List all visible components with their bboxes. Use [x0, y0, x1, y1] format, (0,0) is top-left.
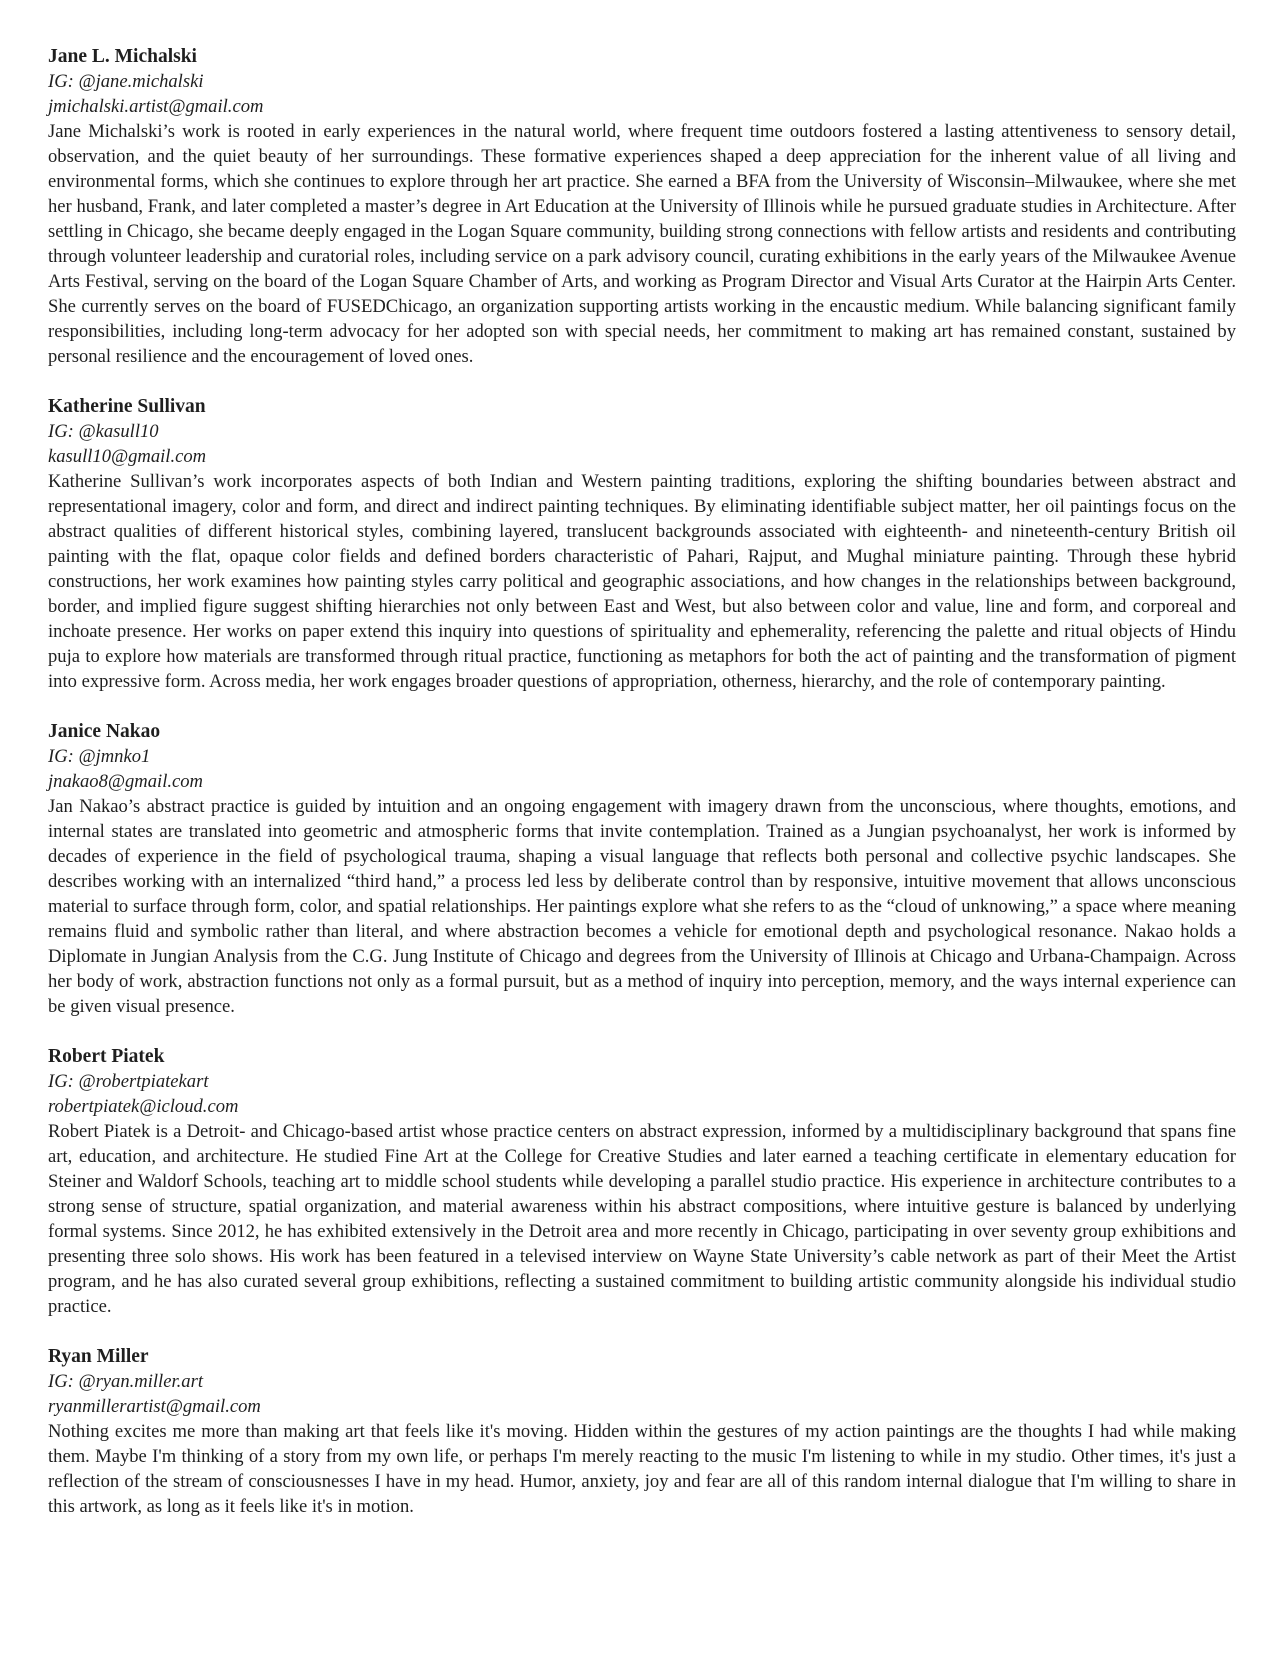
artist-name: Janice Nakao: [48, 721, 161, 742]
artist-bios-page: [48, 44, 1236, 1544]
email-address: jmichalski.artist@gmail.com: [48, 96, 264, 117]
artist-name: Jane L. Michalski: [48, 46, 197, 67]
artist-entry-sullivan: [48, 394, 1236, 694]
artist-bio: Jan Nakao’s abstract practice is guided by intuition and an ongoing engagement with imagery drawn from the unconscious, where thoughts, emotions, and internal states are translated into geometric and atmospheric forms that invite contemplation. Trained as a Jungian psychoanalyst, her work is informed by decades of experience in the field of psychological trauma, shaping a visual language that reflects both personal and collective psychic landscapes. She describes working with an internalized “third hand,” a process led less by deliberate control than by responsive, intuitive movement that allows unconscious material to surface through form, color, and spatial relationships. Her paintings explore what she refers to as the “cloud of unknowing,” a space where meaning remains fluid and symbolic rather than literal, and where abstraction becomes a vehicle for emotional depth and psychological resonance. Nakao holds a Diplomate in Jungian Analysis from the C.G. Jung Institute of Chicago and degrees from the University of Illinois at Chicago and Urbana-Champaign. Across her body of work, abstraction functions not only as a formal pursuit, but as a method of inquiry into perception, memory, and the ways internal experience can be given visual presence.: [48, 796, 1236, 1017]
email-address: ryanmillerartist@gmail.com: [48, 1396, 261, 1417]
artist-entry-miller: [48, 1344, 1236, 1519]
email-address: robertpiatek@icloud.com: [48, 1096, 239, 1117]
email-address: jnakao8@gmail.com: [48, 771, 203, 792]
instagram-handle: IG: @kasull10: [48, 421, 159, 442]
instagram-handle: IG: @ryan.miller.art: [48, 1371, 203, 1392]
artist-name: Katherine Sullivan: [48, 396, 206, 417]
artist-entry-nakao: [48, 719, 1236, 1019]
artist-bio: Katherine Sullivan’s work incorporates aspects of both Indian and Western painting traditions, exploring the shifting boundaries between abstract and representational imagery, color and form, and direct and indirect painting techniques. By eliminating identifiable subject matter, her oil paintings focus on the abstract qualities of different historical styles, combining layered, translucent backgrounds associated with eighteenth- and nineteenth-century British oil painting with the flat, opaque color fields and defined borders characteristic of Pahari, Rajput, and Mughal miniature painting. Through these hybrid constructions, her work examines how painting styles carry political and geographic associations, and how changes in the relationships between background, border, and implied figure suggest shifting hierarchies not only between East and West, but also between color and value, line and form, and corporeal and inchoate presence. Her works on paper extend this inquiry into questions of spirituality and ephemerality, referencing the palette and ritual objects of Hindu puja to explore how materials are transformed through ritual practice, functioning as metaphors for both the act of painting and the transformation of pigment into expressive form. Across media, her work engages broader questions of appropriation, otherness, hierarchy, and the role of contemporary painting.: [48, 471, 1236, 692]
artist-bio: Jane Michalski’s work is rooted in early experiences in the natural world, where frequent time outdoors fostered a lasting attentiveness to sensory detail, observation, and the quiet beauty of her surroundings. These formative experiences shaped a deep appreciation for the inherent value of all living and environmental forms, which she continues to explore through her art practice. She earned a BFA from the University of Wisconsin–Milwaukee, where she met her husband, Frank, and later completed a master’s degree in Art Education at the University of Illinois while he pursued graduate studies in Architecture. After settling in Chicago, she became deeply engaged in the Logan Square community, building strong connections with fellow artists and residents and contributing through volunteer leadership and curatorial roles, including service on a park advisory council, curating exhibitions in the early years of the Milwaukee Avenue Arts Festival, serving on the board of the Logan Square Chamber of Arts, and working as Program Director and Visual Arts Curator at the Hairpin Arts Center. She currently serves on the board of FUSEDChicago, an organization supporting artists working in the encaustic medium. While balancing significant family responsibilities, including long-term advocacy for her adopted son with special needs, her commitment to making art has remained constant, sustained by personal resilience and the encouragement of loved ones.: [48, 121, 1236, 367]
artist-name: Robert Piatek: [48, 1046, 165, 1067]
instagram-handle: IG: @jmnko1: [48, 746, 151, 767]
artist-entry-michalski: [48, 44, 1236, 369]
email-address: kasull10@gmail.com: [48, 446, 207, 467]
instagram-handle: IG: @jane.michalski: [48, 71, 204, 92]
artist-bio: Robert Piatek is a Detroit- and Chicago-based artist whose practice centers on abstract expression, informed by a multidisciplinary background that spans fine art, education, and architecture. He studied Fine Art at the College for Creative Studies and later earned a teaching certificate in elementary education for Steiner and Waldorf Schools, teaching art to middle school students while developing a parallel studio practice. His experience in architecture contributes to a strong sense of structure, spatial organization, and material awareness within his abstract compositions, where intuitive gesture is balanced by underlying formal systems. Since 2012, he has exhibited extensively in the Detroit area and more recently in Chicago, participating in over seventy group exhibitions and presenting three solo shows. His work has been featured in a televised interview on Wayne State University’s cable network as part of their Meet the Artist program, and he has also curated several group exhibitions, reflecting a sustained commitment to building artistic community alongside his individual studio practice.: [48, 1121, 1236, 1317]
instagram-handle: IG: @robertpiatekart: [48, 1071, 209, 1092]
artist-entry-piatek: [48, 1044, 1236, 1319]
artist-name: Ryan Miller: [48, 1346, 149, 1367]
artist-bio: Nothing excites me more than making art that feels like it's moving. Hidden within the gestures of my action paintings are the thoughts I had while making them. Maybe I'm thinking of a story from my own life, or perhaps I'm merely reacting to the music I'm listening to while in my studio. Other times, it's just a reflection of the stream of consciousnesses I have in my head. Humor, anxiety, joy and fear are all of this random internal dialogue that I'm willing to share in this artwork, as long as it feels like it's in motion.: [48, 1421, 1236, 1517]
